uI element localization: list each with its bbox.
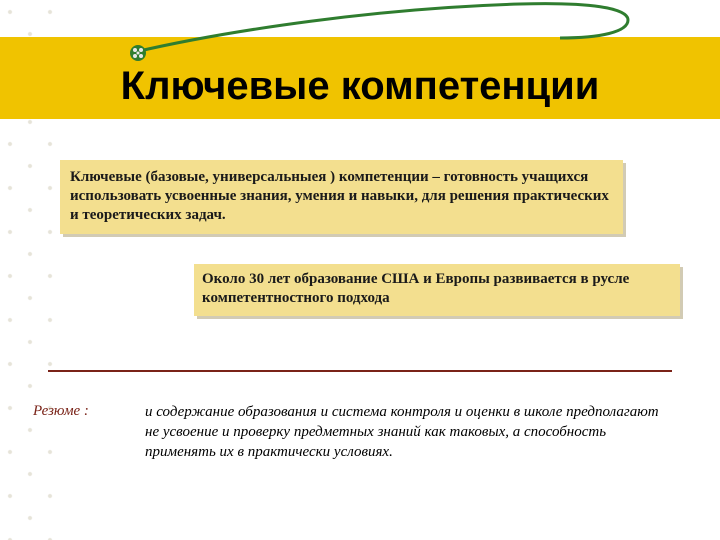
fact-text: Около 30 лет образование США и Европы развивается в русле компетентностного подхода (202, 271, 630, 306)
divider-line (48, 370, 672, 372)
resume-label: Резюме : (33, 403, 89, 419)
bullet-ornament-icon (128, 43, 148, 63)
page-title: Ключевые компетенции (120, 64, 600, 108)
resume-text: и содержание образования и система контроля и оценки в школе предполагают не усвоение и проверку предметных знаний как таковых, а способность применять их в практически условиях. (145, 404, 659, 460)
definition-box (60, 160, 623, 234)
fact-box (194, 264, 680, 316)
definition-text: Ключевые (базовые, универсальныея ) компетенции – готовность учащихся использовать усвоенные знания, умения и навыки, для решения практических и теоретических задач. (70, 169, 609, 223)
